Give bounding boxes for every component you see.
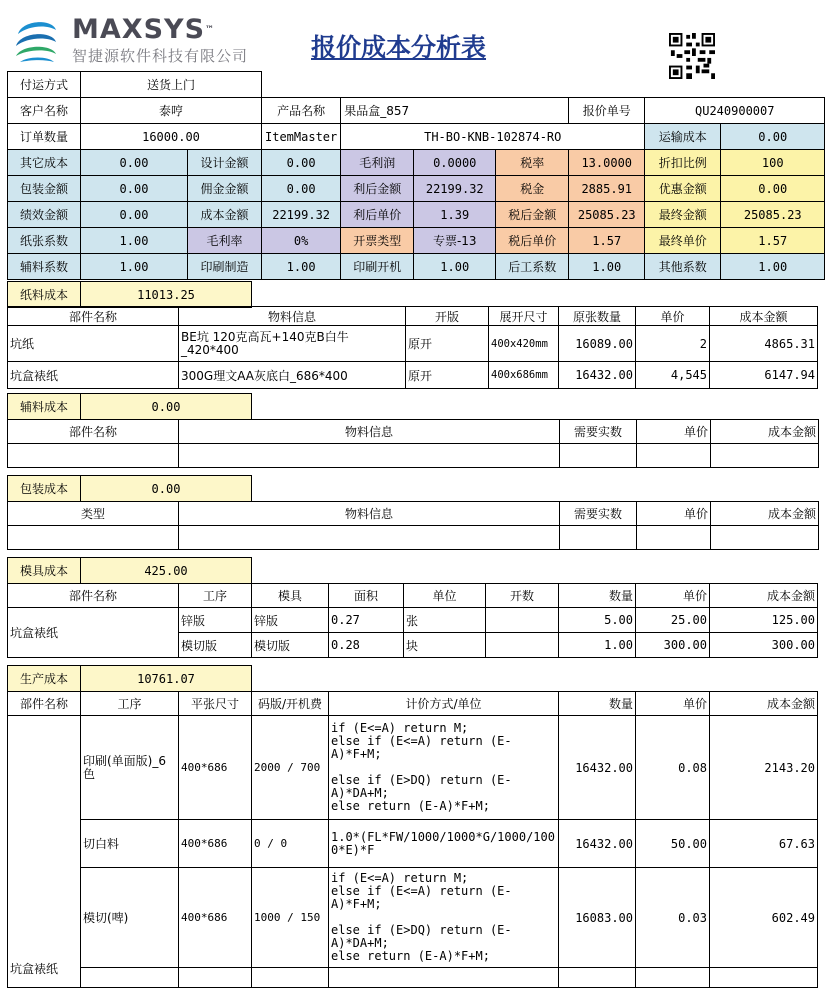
prod-col-header: 平张尺寸 bbox=[179, 692, 252, 716]
final-amt-label: 最终金额 bbox=[645, 202, 721, 228]
paper-cost-header bbox=[7, 281, 252, 308]
print-start-value: 1.00 bbox=[414, 254, 496, 280]
commission-label: 佣金金额 bbox=[188, 176, 262, 202]
paper-open: 原开 bbox=[406, 362, 489, 389]
transport-value: 0.00 bbox=[721, 124, 825, 150]
other-cost-label: 其它成本 bbox=[8, 150, 81, 176]
brand-subtitle: 智捷源软件科技有限公司 bbox=[72, 47, 249, 65]
prod-cost: 2143.20 bbox=[710, 716, 818, 820]
paper-sheets: 16089.00 bbox=[559, 326, 636, 362]
discount-ratio-value: 100 bbox=[721, 150, 825, 176]
paper-sheets: 16432.00 bbox=[559, 362, 636, 389]
post-coef-value: 1.00 bbox=[569, 254, 645, 280]
mold-unit: 张 bbox=[404, 608, 486, 633]
mold-col-header: 单价 bbox=[636, 584, 710, 608]
table-row bbox=[8, 968, 818, 988]
after-tax-amt-label: 税后金额 bbox=[496, 202, 569, 228]
mold-qty: 1.00 bbox=[559, 633, 636, 658]
final-unit-value: 1.57 bbox=[721, 228, 825, 254]
aux-coef-label: 辅料系数 bbox=[8, 254, 81, 280]
table-row bbox=[8, 820, 818, 868]
after-tax-unit-value: 1.57 bbox=[569, 228, 645, 254]
paper-col-header: 物料信息 bbox=[179, 307, 406, 326]
prod-formula: if (E<=A) return M; else if (E<=A) return (E-A)*F+M; else if (E>DQ) return (E-A)*DA+M; else return (E-A)*F+M; bbox=[329, 868, 559, 968]
table-row bbox=[8, 444, 819, 468]
paper-price: 4,545 bbox=[636, 362, 710, 389]
cost-amt-label: 成本金额 bbox=[188, 202, 262, 228]
paper-col-header: 成本金额 bbox=[710, 307, 818, 326]
mold-col-header: 工序 bbox=[179, 584, 252, 608]
aux-table bbox=[7, 419, 819, 468]
prod-formula: 1.0*(FL*FW/1000/1000*G/1000/1000*E)*F bbox=[329, 820, 559, 868]
prod-part: 坑盒裱纸 bbox=[8, 716, 81, 988]
pack-cost-value: 0.00 bbox=[81, 476, 252, 502]
design-value: 0.00 bbox=[262, 150, 341, 176]
gross-margin-value: 0% bbox=[262, 228, 341, 254]
paper-size: 400x686mm bbox=[489, 362, 559, 389]
paper-part: 坑盒裱纸 bbox=[8, 362, 179, 389]
perf-label: 绩效金额 bbox=[8, 202, 81, 228]
mold-price: 300.00 bbox=[636, 633, 710, 658]
mold-cost-header bbox=[7, 557, 252, 584]
transport-label: 运输成本 bbox=[645, 124, 721, 150]
paper-col-header: 部件名称 bbox=[8, 307, 179, 326]
mold-mold: 锌版 bbox=[252, 608, 329, 633]
aux-col-header: 部件名称 bbox=[8, 420, 179, 444]
prod-size: 400*686 bbox=[179, 868, 252, 968]
prod-process: 模切(啤) bbox=[81, 868, 179, 968]
paper-open: 原开 bbox=[406, 326, 489, 362]
prod-col-header: 工序 bbox=[81, 692, 179, 716]
aux-col-header: 物料信息 bbox=[179, 420, 560, 444]
paper-size: 400x420mm bbox=[489, 326, 559, 362]
prod-price: 0.03 bbox=[636, 868, 710, 968]
print-make-label: 印刷制造 bbox=[188, 254, 262, 280]
gross-profit-label: 毛利润 bbox=[341, 150, 414, 176]
mold-unit: 块 bbox=[404, 633, 486, 658]
paper-cost: 6147.94 bbox=[710, 362, 818, 389]
paper-cost-label: 纸料成本 bbox=[8, 282, 81, 308]
prod-col-header: 单价 bbox=[636, 692, 710, 716]
cost-amt-value: 22199.32 bbox=[262, 202, 341, 228]
prod-size: 400*686 bbox=[179, 820, 252, 868]
mold-open bbox=[486, 608, 559, 633]
prod-cost-header bbox=[7, 665, 252, 692]
quote-no-label: 报价单号 bbox=[569, 98, 645, 124]
aux-cost-label: 辅料成本 bbox=[8, 394, 81, 420]
prod-col-header: 数量 bbox=[559, 692, 636, 716]
discount-ratio-label: 折扣比例 bbox=[645, 150, 721, 176]
mold-area: 0.27 bbox=[329, 608, 404, 633]
perf-value: 0.00 bbox=[81, 202, 188, 228]
other-coef-value: 1.00 bbox=[721, 254, 825, 280]
invoice-type-value: 专票-13 bbox=[414, 228, 496, 254]
paper-cost: 4865.31 bbox=[710, 326, 818, 362]
tax-amt-label: 税金 bbox=[496, 176, 569, 202]
design-label: 设计金额 bbox=[188, 150, 262, 176]
print-make-value: 1.00 bbox=[262, 254, 341, 280]
prod-table bbox=[7, 691, 818, 988]
prod-cost: 67.63 bbox=[710, 820, 818, 868]
prod-qty: 16083.00 bbox=[559, 868, 636, 968]
summary-table bbox=[7, 71, 825, 280]
aux-col-header: 单价 bbox=[637, 420, 711, 444]
customer-value: 泰哼 bbox=[81, 98, 262, 124]
after-tax-amt-value: 25085.23 bbox=[569, 202, 645, 228]
mold-cost-value: 425.00 bbox=[81, 558, 252, 584]
pack-col-header: 物料信息 bbox=[179, 502, 560, 526]
tax-rate-value: 13.0000 bbox=[569, 150, 645, 176]
quote-no-value: QU240900007 bbox=[645, 98, 825, 124]
mold-col-header: 开数 bbox=[486, 584, 559, 608]
prod-col-header: 码版/开机费 bbox=[252, 692, 329, 716]
paper-material: 300G理文AA灰底白_686*400 bbox=[179, 362, 406, 389]
product-label: 产品名称 bbox=[262, 98, 341, 124]
prod-process: 切白料 bbox=[81, 820, 179, 868]
prod-price: 0.08 bbox=[636, 716, 710, 820]
mold-process: 锌版 bbox=[179, 608, 252, 633]
aux-cost-header bbox=[7, 393, 252, 420]
mold-open bbox=[486, 633, 559, 658]
table-row bbox=[8, 608, 818, 633]
mold-col-header: 部件名称 bbox=[8, 584, 179, 608]
prod-formula: if (E<=A) return M; else if (E<=A) return (E-A)*F+M; else if (E>DQ) return (E-A)*DA+M; else return (E-A)*F+M; bbox=[329, 716, 559, 820]
tax-amt-value: 2885.91 bbox=[569, 176, 645, 202]
pack-col-header: 类型 bbox=[8, 502, 179, 526]
after-tax-unit-label: 税后单价 bbox=[496, 228, 569, 254]
pack-col-header: 单价 bbox=[637, 502, 711, 526]
table-row bbox=[8, 362, 818, 389]
mold-price: 25.00 bbox=[636, 608, 710, 633]
table-row bbox=[8, 868, 818, 968]
promo-label: 优惠金额 bbox=[645, 176, 721, 202]
paper-col-header: 开版 bbox=[406, 307, 489, 326]
shipping-method-label: 付运方式 bbox=[8, 72, 81, 98]
mold-table bbox=[7, 583, 818, 658]
paper-part: 坑纸 bbox=[8, 326, 179, 362]
profit-amt-label: 利后金额 bbox=[341, 176, 414, 202]
brand-name: MAXSYS™ bbox=[72, 14, 216, 45]
table-row bbox=[8, 716, 818, 820]
product-value: 果品盒_857 bbox=[341, 98, 569, 124]
pack-col-header: 成本金额 bbox=[711, 502, 819, 526]
aux-coef-value: 1.00 bbox=[81, 254, 188, 280]
qty-value: 16000.00 bbox=[81, 124, 262, 150]
promo-value: 0.00 bbox=[721, 176, 825, 202]
paper-price: 2 bbox=[636, 326, 710, 362]
paper-table bbox=[7, 306, 818, 389]
page-title: 报价成本分析表 bbox=[311, 33, 487, 62]
mold-col-header: 单位 bbox=[404, 584, 486, 608]
prod-qty: 16432.00 bbox=[559, 820, 636, 868]
aux-col-header: 需要实数 bbox=[560, 420, 637, 444]
prod-size: 400*686 bbox=[179, 716, 252, 820]
mold-cost-label: 模具成本 bbox=[8, 558, 81, 584]
item-master-value: TH-BO-KNB-102874-RO bbox=[341, 124, 645, 150]
prod-col-header: 成本金额 bbox=[710, 692, 818, 716]
profit-amt-value: 22199.32 bbox=[414, 176, 496, 202]
prod-col-header: 部件名称 bbox=[8, 692, 81, 716]
invoice-type-label: 开票类型 bbox=[341, 228, 414, 254]
prod-cost-value: 10761.07 bbox=[81, 666, 252, 692]
mold-col-header: 模具 bbox=[252, 584, 329, 608]
tax-rate-label: 税率 bbox=[496, 150, 569, 176]
prod-qty: 16432.00 bbox=[559, 716, 636, 820]
mold-cost: 125.00 bbox=[710, 608, 818, 633]
paper-coef-value: 1.00 bbox=[81, 228, 188, 254]
qty-label: 订单数量 bbox=[8, 124, 81, 150]
other-cost-value: 0.00 bbox=[81, 150, 188, 176]
gross-margin-label: 毛利率 bbox=[188, 228, 262, 254]
paper-cost-value: 11013.25 bbox=[81, 282, 252, 308]
final-unit-label: 最终单价 bbox=[645, 228, 721, 254]
pack-table bbox=[7, 501, 819, 550]
prod-fee: 0 / 0 bbox=[252, 820, 329, 868]
customer-label: 客户名称 bbox=[8, 98, 81, 124]
paper-coef-label: 纸张系数 bbox=[8, 228, 81, 254]
mold-part: 坑盒裱纸 bbox=[8, 608, 179, 658]
print-start-label: 印刷开机 bbox=[341, 254, 414, 280]
pack-cost-label: 包装成本 bbox=[8, 476, 81, 502]
pack-col-header: 需要实数 bbox=[560, 502, 637, 526]
prod-col-header: 计价方式/单位 bbox=[329, 692, 559, 716]
prod-cost-label: 生产成本 bbox=[8, 666, 81, 692]
prod-fee: 2000 / 700 bbox=[252, 716, 329, 820]
aux-cost-value: 0.00 bbox=[81, 394, 252, 420]
mold-col-header: 成本金额 bbox=[710, 584, 818, 608]
paper-material: BE坑 120克高瓦+140克B白牛_420*400 bbox=[179, 326, 406, 362]
profit-unit-value: 1.39 bbox=[414, 202, 496, 228]
mold-process: 模切版 bbox=[179, 633, 252, 658]
prod-process: 印刷(单面版)_6色 bbox=[81, 716, 179, 820]
item-master-label: ItemMaster bbox=[262, 124, 341, 150]
report-header bbox=[0, 0, 831, 68]
pack-amt-label: 包装金额 bbox=[8, 176, 81, 202]
paper-col-header: 单价 bbox=[636, 307, 710, 326]
quote-summary-grid bbox=[7, 71, 825, 280]
paper-col-header: 展开尺寸 bbox=[489, 307, 559, 326]
table-row bbox=[8, 326, 818, 362]
mold-col-header: 数量 bbox=[559, 584, 636, 608]
other-coef-label: 其他系数 bbox=[645, 254, 721, 280]
prod-cost: 602.49 bbox=[710, 868, 818, 968]
mold-qty: 5.00 bbox=[559, 608, 636, 633]
mold-col-header: 面积 bbox=[329, 584, 404, 608]
pack-cost-header bbox=[7, 475, 252, 502]
pack-amt-value: 0.00 bbox=[81, 176, 188, 202]
prod-price: 50.00 bbox=[636, 820, 710, 868]
aux-col-header: 成本金额 bbox=[711, 420, 819, 444]
prod-fee: 1000 / 150 bbox=[252, 868, 329, 968]
profit-unit-label: 利后单价 bbox=[341, 202, 414, 228]
mold-cost: 300.00 bbox=[710, 633, 818, 658]
shipping-method-value: 送货上门 bbox=[81, 72, 262, 98]
maxsys-logo-icon bbox=[12, 18, 60, 66]
mold-mold: 模切版 bbox=[252, 633, 329, 658]
commission-value: 0.00 bbox=[262, 176, 341, 202]
post-coef-label: 后工系数 bbox=[496, 254, 569, 280]
final-amt-value: 25085.23 bbox=[721, 202, 825, 228]
mold-area: 0.28 bbox=[329, 633, 404, 658]
paper-col-header: 原张数量 bbox=[559, 307, 636, 326]
table-row bbox=[8, 526, 819, 550]
gross-profit-value: 0.0000 bbox=[414, 150, 496, 176]
